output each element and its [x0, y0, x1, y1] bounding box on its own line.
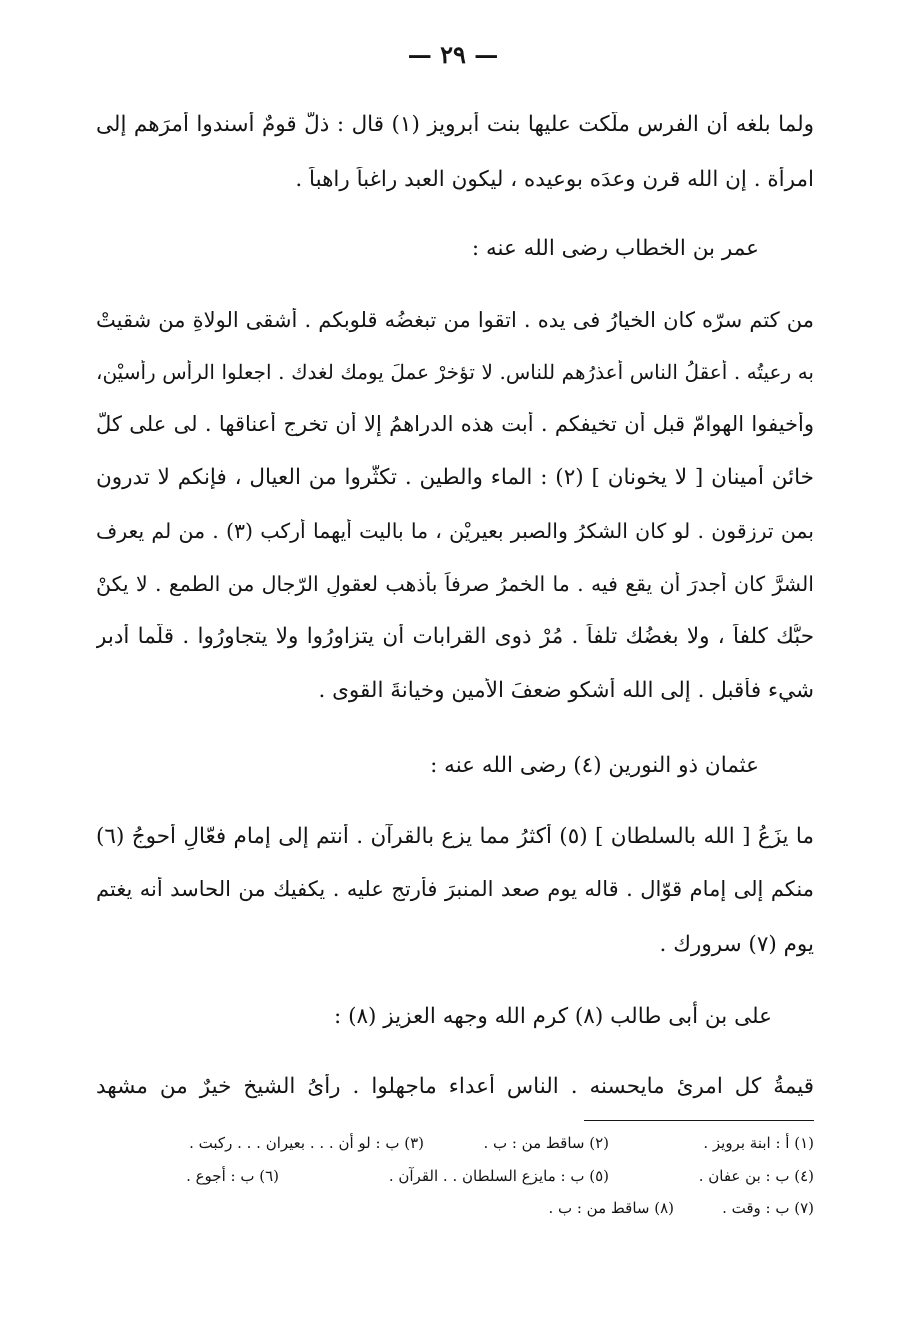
text-line: ولما بلغه أن الفرس ملّكت عليها بنت أبرويز (١) قال : ذلّ قومٌ أسندوا أمرَهم إلى	[96, 112, 814, 137]
text-line: خائن أمينان [ لا يخونان ] (٢) : الماء والطين . تكثّروا من العيال ، فإنكم لا تدرون	[96, 465, 814, 490]
footnote: (١) أ : ابنة برويز .	[703, 1134, 814, 1152]
footnote: (٨) ساقط من : ب .	[548, 1199, 674, 1217]
footnote: (٧) ب : وقت .	[722, 1199, 814, 1217]
text-line: امرأة . إن الله قرن وعدَه بوعيده ، ليكون العبد راغباً راهباً .	[295, 167, 814, 192]
section-heading-uthman: عثمان ذو النورين (٤) رضى الله عنه :	[430, 753, 759, 778]
text-line: شيء فأقبل . إلى الله أشكو ضعفَ الأمين وخيانةَ القوى .	[318, 678, 814, 703]
text-line: منكم إلى إمامٍ قوّال . قاله يوم صعد المنبرَ فأُرتج عليه . يكفيك من الحاسد أنه يغتم	[96, 877, 814, 901]
text-line: به رعيتُه . أعقلُ الناس أعذرُهم للناس. لا تؤخرْ عملَ يومك لغدك . اجعلوا الرأس رأسيْن،	[96, 360, 814, 384]
footnote: (٣) ب : لو أن . . . بعيران . . . ركبت .	[189, 1134, 424, 1152]
footnote: (٢) ساقط من : ب .	[483, 1134, 609, 1152]
page-number: — ٢٩ —	[407, 40, 499, 69]
text-line: الشرَّ كان أجدرَ أن يقع فيه . ما الخمرُ صرفاً بأذهب لعقولِ الرّجال من الطمع . لا يكنْ	[96, 572, 814, 596]
section-heading-ali: على بن أبى طالب (٨) كرم الله وجهه العزيز (٨) :	[334, 1004, 772, 1029]
footnote: (٦) ب : أجوع .	[186, 1167, 279, 1185]
text-line: يوم (٧) سرورك .	[659, 932, 814, 957]
footnote-rule	[584, 1120, 814, 1121]
section-heading-umar: عمر بن الخطاب رضى الله عنه :	[471, 236, 759, 261]
text-line: وأخيفوا الهوامّ قبل أن تخيفكم . أبت هذه الدراهمُ إلا أن تخرج أعناقها . لى على كلّ	[96, 412, 814, 436]
text-line: من كتم سرّه كان الخيارُ فى يده . اتقوا من تبغضُه قلوبكم . أشقى الولاةِ من شقيتْ	[96, 308, 814, 332]
text-line: قيمةُ كل امرئ مايحسنه . الناس أعداء ماجهلوا . رأىُ الشيخ خيرٌ من مشهد	[96, 1074, 814, 1099]
footnote: (٥) ب : مايزع السلطان . . القرآن .	[388, 1167, 609, 1185]
text-line: حبُّك كلفاً ، ولا بغضُك تلفاً . مُرْ ذوى القرابات أن يتزاورُوا ولا يتجاورُوا . قلّما أدبر	[96, 624, 814, 649]
text-line: ما يزَعُ [ الله بالسلطان ] (٥) أكثرُ مما يزع بالقرآن . أنتم إلى إمامٍ فعّالٍ أحوجُ (٦)	[96, 824, 814, 849]
text-line: بمن ترزقون . لو كان الشكرُ والصبر بعيريْن ، ما باليت أيهما أركب (٣) . من لم يعرف	[96, 519, 814, 543]
footnote: (٤) ب : بن عفان .	[698, 1167, 814, 1185]
